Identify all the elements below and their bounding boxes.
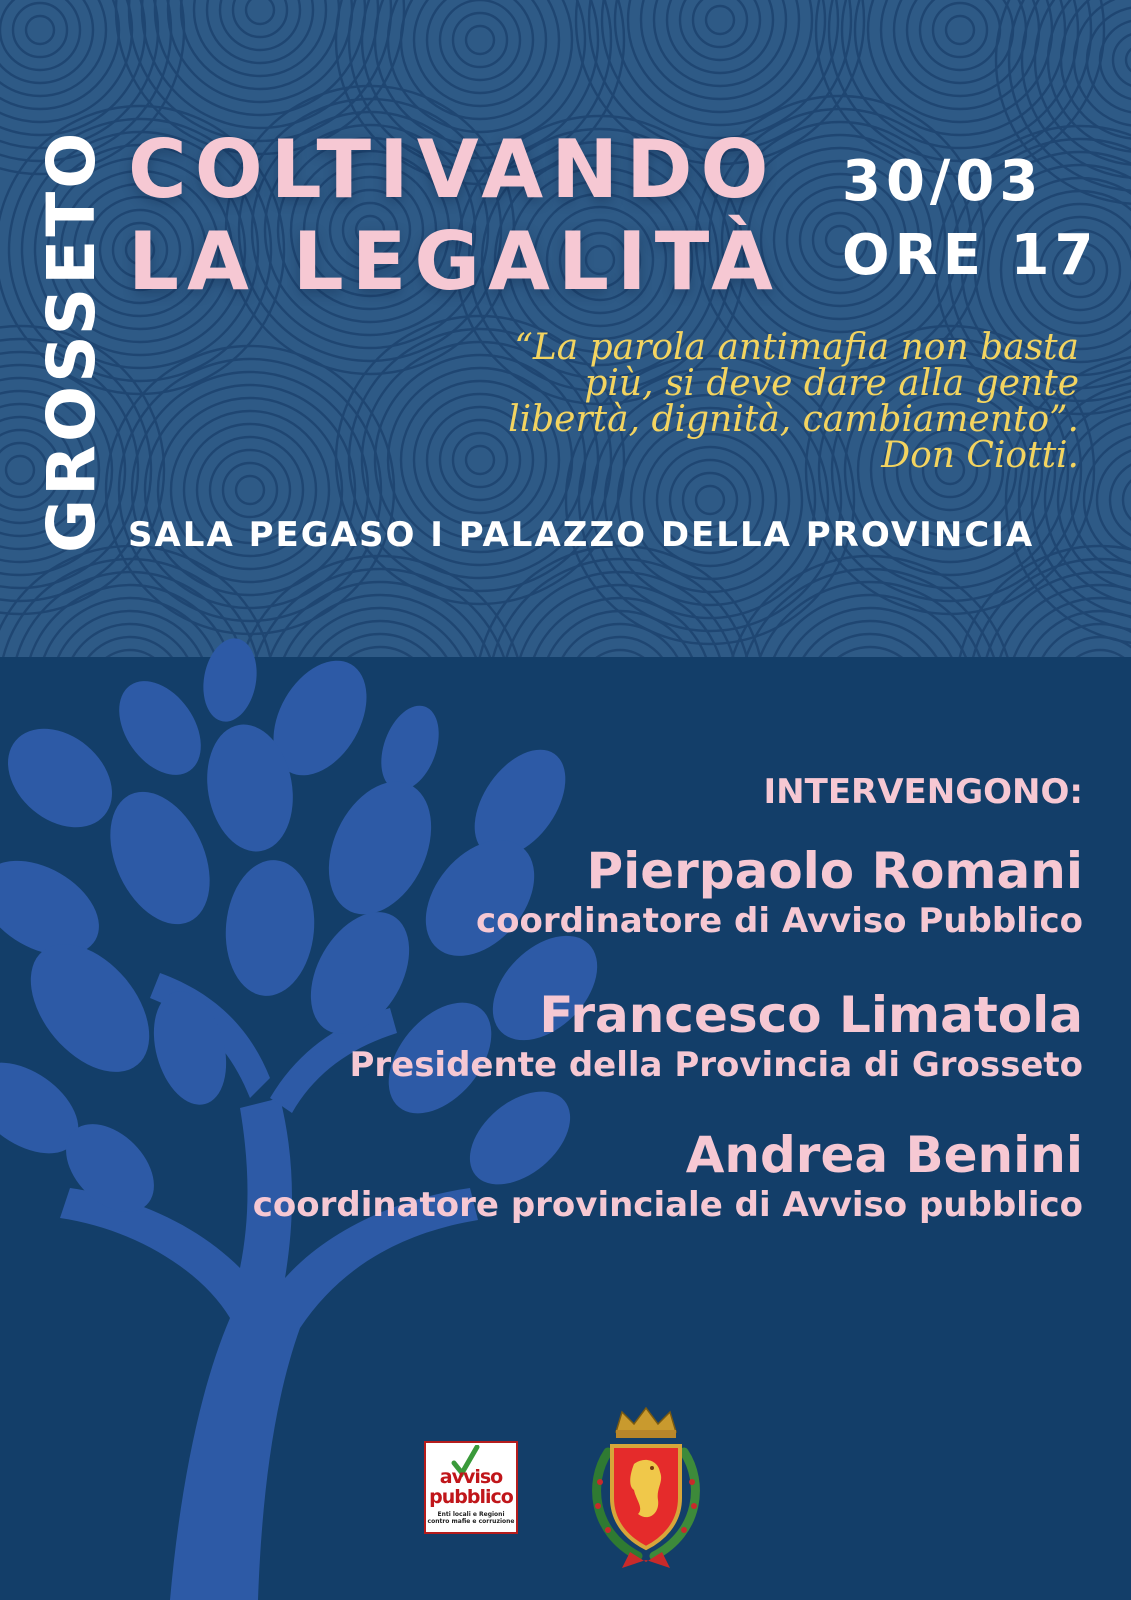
title-line-1: COLTIVANDO	[128, 123, 777, 216]
pattern-ring	[233, 0, 287, 37]
pattern-ring	[1060, 650, 1131, 657]
pattern-ring	[920, 0, 1000, 70]
event-title	[128, 124, 781, 308]
speaker-3	[253, 1126, 1083, 1226]
event-venue: SALA PEGASO I PALAZZO DELLA PROVINCIA	[128, 515, 1035, 555]
event-time: ORE 17	[842, 223, 1099, 288]
speaker-2	[253, 986, 1083, 1086]
speaker-role: Presidente della Provincia di Grosseto	[349, 1045, 1083, 1085]
speakers-heading: INTERVENGONO:	[763, 772, 1083, 812]
pattern-ring	[706, 6, 734, 34]
avviso-logo-tagline: Enti locali e Regioni contro mafie e corruzione	[427, 1511, 515, 1525]
pattern-ring	[453, 13, 507, 67]
avviso-logo-line-1: avviso	[439, 1466, 503, 1488]
pattern-ring	[602, 0, 838, 138]
pattern-ring	[0, 0, 80, 70]
quote-line-1: “La parola antimafia non basta	[514, 327, 1079, 368]
speaker-name: Francesco Limatola	[539, 986, 1083, 1044]
pattern-ring	[246, 0, 274, 24]
avviso-logo-line-2: pubblico	[429, 1486, 513, 1508]
speaker-role: coordinatore provinciale di Avviso pubblico	[252, 1185, 1083, 1225]
quote-line-2: più, si deve dare alla gente	[584, 363, 1079, 404]
event-date: 30/03	[842, 149, 1044, 214]
pattern-ring	[1008, 598, 1131, 657]
pattern-ring	[855, 0, 1065, 135]
pattern-ring	[1123, 473, 1131, 527]
quote	[159, 327, 1079, 476]
pattern-ring	[615, 0, 825, 125]
pattern-ring	[946, 16, 974, 44]
pattern-ring	[236, 476, 264, 504]
avviso-pubblico-logo-icon	[424, 1441, 518, 1534]
pattern-ring	[641, 0, 799, 99]
pattern-ring	[1110, 460, 1131, 540]
pattern-ring	[26, 16, 54, 44]
header-section	[0, 0, 1131, 657]
quote-line-3: libertà, dignità, cambiamento”.	[508, 399, 1079, 440]
speaker-name: Pierpaolo Romani	[586, 842, 1083, 900]
pattern-ring	[1113, 33, 1131, 87]
title-line-2: LA LEGALITÀ	[128, 215, 781, 308]
pattern-ring	[207, 0, 313, 63]
city-vertical-label: GROSSETO	[33, 129, 110, 553]
pattern-ring	[894, 0, 1026, 96]
pattern-ring	[155, 0, 365, 115]
pattern-ring	[1097, 447, 1131, 553]
pattern-ring	[752, 582, 988, 657]
speakers-section	[253, 770, 1083, 1270]
speaker-name: Andrea Benini	[685, 1126, 1083, 1184]
event-datetime	[842, 145, 1098, 293]
pattern-ring	[696, 486, 724, 514]
pattern-ring	[466, 26, 494, 54]
quote-author: Don Ciotti.	[881, 435, 1079, 476]
pattern-ring	[628, 0, 812, 112]
pattern-ring	[1126, 46, 1131, 74]
pattern-ring	[680, 0, 760, 60]
pattern-ring	[13, 3, 67, 57]
pattern-ring	[817, 647, 923, 657]
pattern-ring	[804, 634, 936, 657]
pattern-ring	[933, 3, 987, 57]
pattern-ring	[1021, 611, 1131, 657]
speaker-1	[253, 842, 1083, 942]
pattern-ring	[401, 0, 559, 119]
provincia-grosseto-coat-of-arms-icon	[578, 1402, 714, 1570]
pattern-ring	[6, 456, 34, 484]
pattern-ring	[778, 608, 962, 657]
speaker-role: coordinatore di Avviso Pubblico	[475, 901, 1083, 941]
